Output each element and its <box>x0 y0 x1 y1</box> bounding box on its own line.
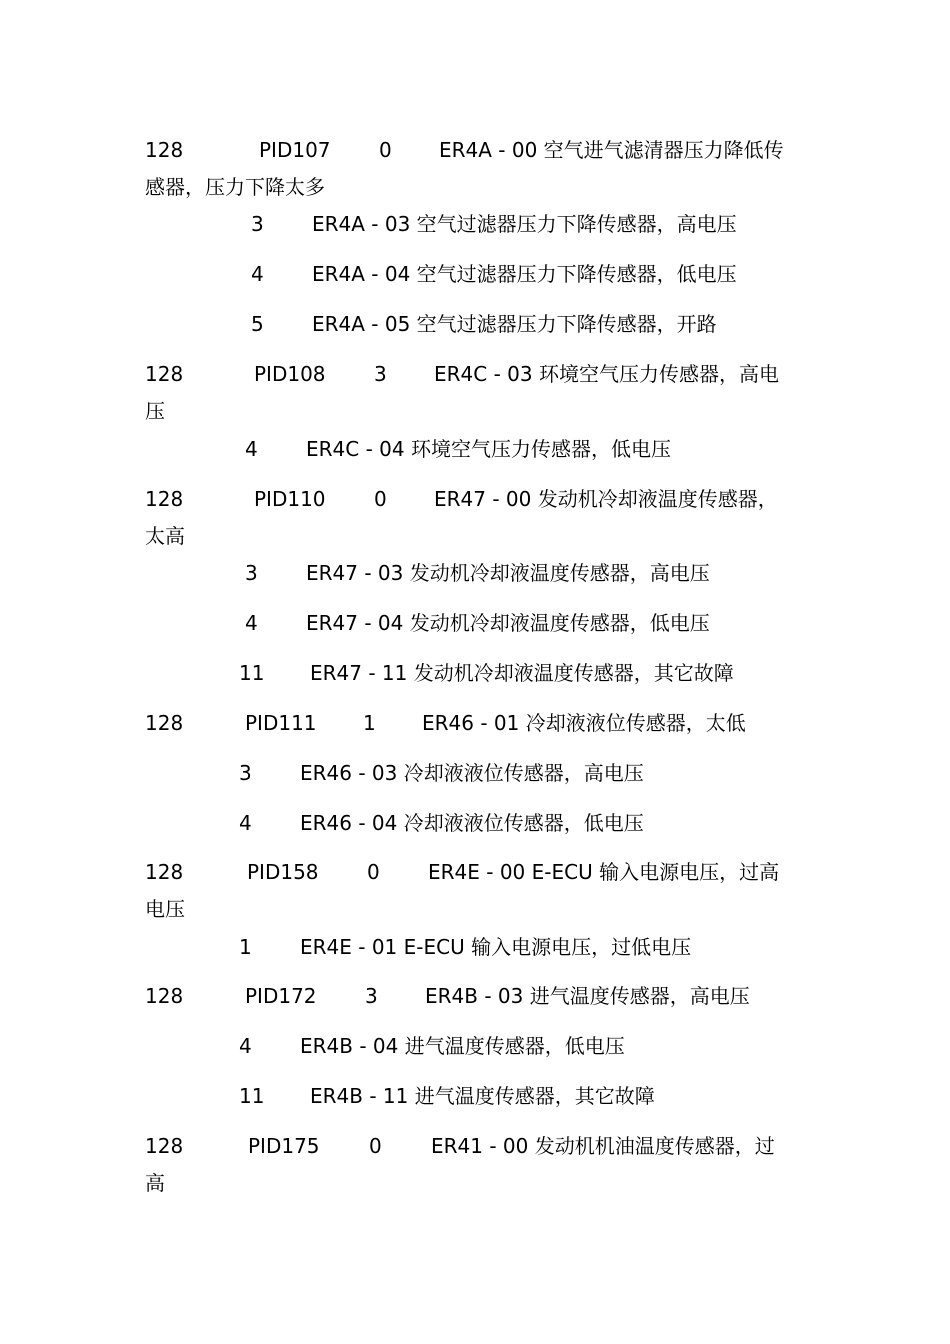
fmi-code: 0 <box>374 487 387 511</box>
fmi-code: 5 <box>251 312 264 336</box>
fmi-code: 4 <box>245 437 258 461</box>
pid-code: PID111 <box>245 711 317 735</box>
fmi-code: 3 <box>239 761 252 785</box>
fault-description: ER41 - 00 发动机机油温度传感器，过 <box>431 1134 775 1158</box>
fmi-code: 1 <box>363 711 376 735</box>
fault-description: ER47 - 04 发动机冷却液温度传感器，低电压 <box>306 611 710 635</box>
mid-code: 128 <box>145 1134 184 1158</box>
fault-description: ER4C - 04 环境空气压力传感器，低电压 <box>306 437 671 461</box>
fault-description: ER46 - 01 冷却液液位传感器，太低 <box>422 711 746 735</box>
pid-code: PID110 <box>254 487 326 511</box>
fault-description-continued: 压 <box>145 399 165 423</box>
fmi-code: 0 <box>369 1134 382 1158</box>
fault-description: ER4E - 01 E-ECU 输入电源电压，过低电压 <box>300 935 692 959</box>
mid-code: 128 <box>145 711 184 735</box>
fault-description: ER46 - 03 冷却液液位传感器，高电压 <box>300 761 644 785</box>
fault-description-continued: 高 <box>145 1171 165 1195</box>
fmi-code: 11 <box>239 1084 265 1108</box>
fmi-code: 3 <box>365 984 378 1008</box>
fmi-code: 4 <box>245 611 258 635</box>
fault-description: ER4E - 00 E-ECU 输入电源电压，过高 <box>428 860 780 884</box>
fault-description: ER46 - 04 冷却液液位传感器，低电压 <box>300 811 644 835</box>
fault-description-continued: 感器，压力下降太多 <box>145 175 325 199</box>
fmi-code: 4 <box>251 262 264 286</box>
fault-description: ER4A - 03 空气过滤器压力下降传感器，高电压 <box>312 212 737 236</box>
mid-code: 128 <box>145 487 184 511</box>
fmi-code: 4 <box>239 1034 252 1058</box>
fault-description: ER47 - 00 发动机冷却液温度传感器， <box>434 487 778 511</box>
fault-description: ER47 - 11 发动机冷却液温度传感器，其它故障 <box>310 661 734 685</box>
fmi-code: 0 <box>379 138 392 162</box>
mid-code: 128 <box>145 860 184 884</box>
fmi-code: 11 <box>239 661 265 685</box>
fault-description: ER4B - 11 进气温度传感器，其它故障 <box>310 1084 655 1108</box>
fault-description: ER4C - 03 环境空气压力传感器，高电 <box>434 362 779 386</box>
fault-description-continued: 电压 <box>145 897 185 921</box>
fmi-code: 3 <box>245 561 258 585</box>
pid-code: PID108 <box>254 362 326 386</box>
mid-code: 128 <box>145 138 184 162</box>
pid-code: PID158 <box>247 860 319 884</box>
fault-description: ER4A - 00 空气进气滤清器压力降低传 <box>439 138 784 162</box>
fmi-code: 0 <box>367 860 380 884</box>
fault-description: ER4A - 05 空气过滤器压力下降传感器，开路 <box>312 312 717 336</box>
pid-code: PID172 <box>245 984 317 1008</box>
fault-description: ER47 - 03 发动机冷却液温度传感器，高电压 <box>306 561 710 585</box>
fault-description: ER4B - 04 进气温度传感器，低电压 <box>300 1034 625 1058</box>
fmi-code: 3 <box>374 362 387 386</box>
fault-description: ER4B - 03 进气温度传感器，高电压 <box>425 984 750 1008</box>
mid-code: 128 <box>145 362 184 386</box>
fmi-code: 3 <box>251 212 264 236</box>
fmi-code: 1 <box>239 935 252 959</box>
mid-code: 128 <box>145 984 184 1008</box>
fault-description: ER4A - 04 空气过滤器压力下降传感器，低电压 <box>312 262 737 286</box>
fmi-code: 4 <box>239 811 252 835</box>
pid-code: PID107 <box>259 138 331 162</box>
fault-description-continued: 太高 <box>145 524 185 548</box>
pid-code: PID175 <box>248 1134 320 1158</box>
